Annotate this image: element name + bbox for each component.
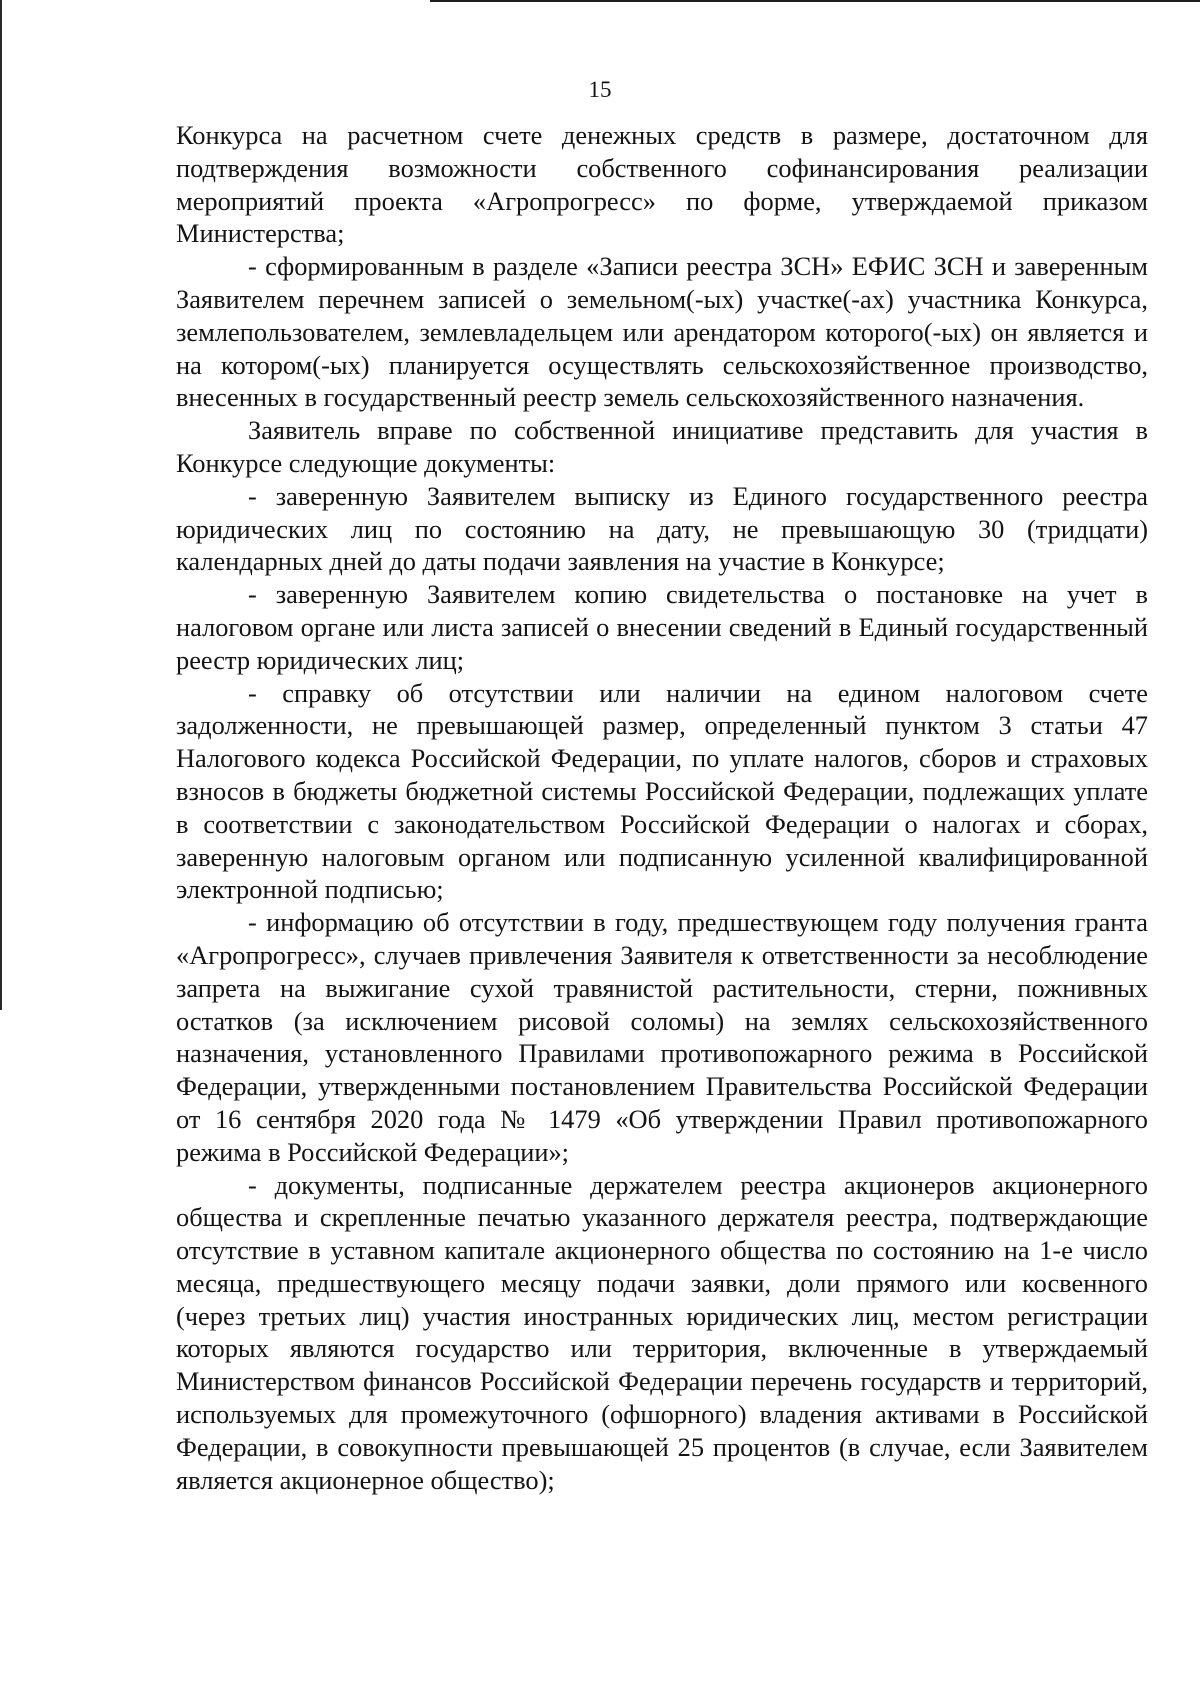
paragraph-6: - справку об отсутствии или наличии на едином налоговом счете задолженности, не превышающей размер, определенный пунктом 3 статьи 47 Налогового кодекса Российской Федерации, по уплате налогов, сборов и страховых взносов в бюджеты бюджетной системы Российской Федерации, подлежащих уплате в соответствии с законодательством Российской Федерации о налогах и сборах, заверенную налоговым органом или подписанную усиленной квалифицированной электронной подписью; <box>176 677 1148 905</box>
paragraph-1: Конкурса на расчетном счете денежных средств в размере, достаточном для подтверждения возможности собственного софинансирования реализации мероприятий проекта «Агропрогресс» по форме, утверждаемой приказом Министерства; <box>176 120 1148 249</box>
paragraph-7: - информацию об отсутствии в году, предшествующем году получения гранта «Агропрогресс», случаев привлечения Заявителя к ответственности за несоблюдение запрета на выжигание сухой травянистой растительности, стерни, пожнивных остатков (за исключением рисовой соломы) на землях сельскохозяйственного назначения, установленного Правилами противопожарного режима в Российской Федерации, утвержденными постановлением Правительства Российской Федерации от 16 сентября 2020 года № 1479 «Об утверждении Правил противопожарного режима в Российской Федерации»; <box>176 907 1148 1167</box>
page-number: 15 <box>588 77 612 102</box>
paragraph-4: - заверенную Заявителем выписку из Единого государственного реестра юридических лиц по состоянию на дату, не превышающую 30 (тридцати) календарных дней до даты подачи заявления на участие в Конкурсе; <box>176 480 1148 577</box>
paragraph-8: - документы, подписанные держателем реестра акционеров акционерного общества и скрепленные печатью указанного держателя реестра, подтверждающие отсутствие в уставном капитале акционерного общества по состоянию на 1-е число месяца, предшествующего месяцу подачи заявки, доли прямого или косвенного (через третьих лиц) участия иностранных юридических лиц, местом регистрации которых являются государство или территория, включенные в утверждаемый Министерством финансов Российской Федерации перечень государств и территорий, используемых для промежуточного (офшорного) владения активами в Российской Федерации, в совокупности превышающей 25 процентов (в случае, если Заявителем является акционерное общество); <box>176 1169 1148 1495</box>
scan-edge-top <box>430 0 1200 2</box>
paragraph-5: - заверенную Заявителем копию свидетельства о постановке на учет в налоговом органе или листа записей о внесении сведений в Единый государственный реестр юридических лиц; <box>176 579 1148 675</box>
paragraph-2: - сформированным в разделе «Записи реестра ЗСН» ЕФИС ЗСН и заверенным Заявителем перечнем записей о земельном(-ых) участке(-ах) участника Конкурса, землепользователем, землевладельцем или арендатором которого(-ых) он является и на котором(-ых) планируется осуществлять сельскохозяйственное производство, внесенных в государственный реестр земель сельскохозяйственного назначения. <box>176 251 1148 413</box>
paragraph-3: Заявитель вправе по собственной инициативе представить для участия в Конкурсе следующие документы: <box>176 415 1148 478</box>
scan-edge-left <box>0 0 2 1010</box>
document-body <box>176 119 1148 1496</box>
